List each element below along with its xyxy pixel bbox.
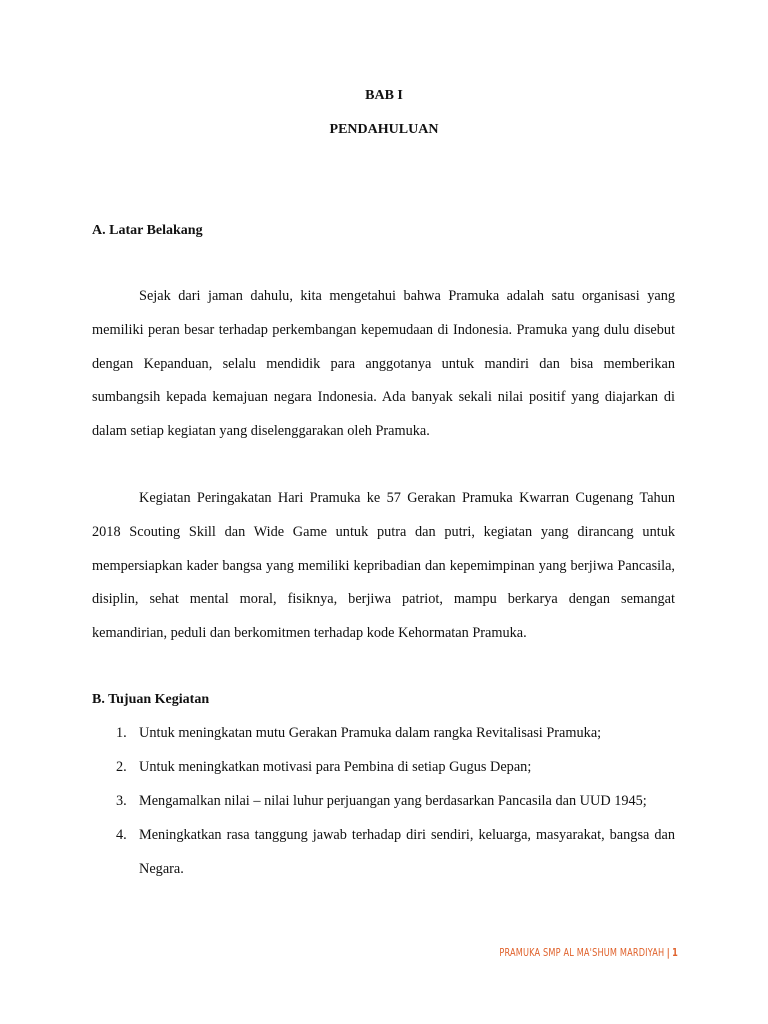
list-item-number: 1. — [116, 725, 127, 741]
footer-separator: | — [666, 947, 670, 959]
page-number: 1 — [672, 947, 678, 959]
paragraph-background-1: Sejak dari jaman dahulu, kita mengetahui bahwa Pramuka adalah satu organisasi yang memiliki peran besar terhadap perkembangan kepemudaan di Indonesia. Pramuka yang dulu disebut dengan Kepanduan, selalu mendidik para anggotanya untuk mandiri dan bisa memberikan sumbangsih kepada kemajuan negara Indonesia. Ada banyak sekali nilai positif yang diajarkan di dalam setiap kegiatan yang diselenggarakan oleh Pramuka. — [92, 288, 675, 440]
footer-label: PRAMUKA SMP AL MA'SHUM MARDIYAH — [499, 947, 665, 959]
list-item-text: Untuk meningkatkan motivasi para Pembina di setiap Gugus Depan; — [139, 759, 532, 775]
list-item-number: 2. — [116, 759, 127, 775]
list-item-number: 4. — [116, 827, 127, 843]
chapter-label: BAB I — [365, 88, 403, 103]
list-item-number: 3. — [116, 793, 127, 809]
page-footer — [499, 947, 678, 959]
chapter-title: PENDAHULUAN — [329, 122, 439, 137]
objectives-list — [92, 716, 675, 886]
section-a-heading: A. Latar Belakang — [92, 223, 203, 238]
list-item — [92, 818, 675, 886]
list-item-text: Untuk meningkatan mutu Gerakan Pramuka dalam rangka Revitalisasi Pramuka; — [139, 725, 602, 741]
list-item-text: Mengamalkan nilai – nilai luhur perjuangan yang berdasarkan Pancasila dan UUD 1945; — [139, 793, 647, 809]
list-item — [92, 750, 675, 784]
list-item — [92, 716, 675, 750]
list-item — [92, 784, 675, 818]
paragraph-background-2: Kegiatan Peringakatan Hari Pramuka ke 57 Gerakan Pramuka Kwarran Cugenang Tahun 2018 Scouting Skill dan Wide Game untuk putra dan putri, kegiatan yang dirancang untuk mempersiapkan kader bangsa yang memiliki kepribadian dan kepemimpinan yang berjiwa Pancasila, disiplin, sehat mental moral, fisiknya, berjiwa patriot, mampu berkarya dengan semangat kemandirian, peduli dan berkomitmen terhadap kode Kehormatan Pramuka. — [92, 490, 675, 642]
section-b-heading: B. Tujuan Kegiatan — [92, 692, 210, 707]
list-item-text: Meningkatkan rasa tanggung jawab terhadap diri sendiri, keluarga, masyarakat, bangsa dan Negara. — [139, 827, 675, 877]
